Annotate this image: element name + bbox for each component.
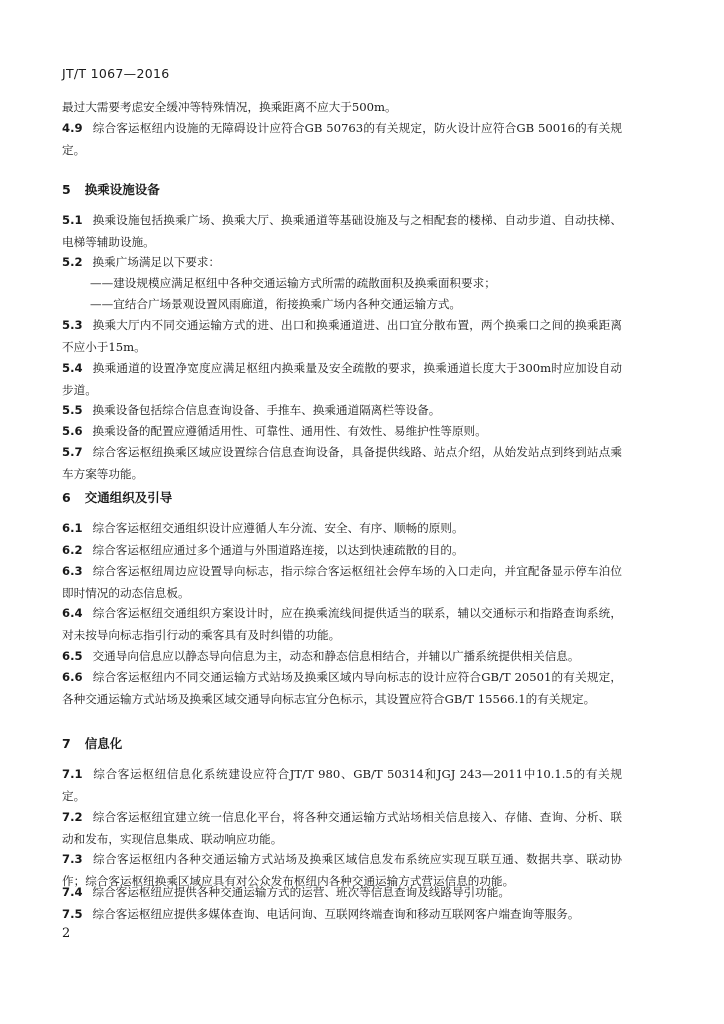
- section-5-heading: [62, 180, 160, 198]
- paragraph-continuation: [62, 96, 622, 118]
- clause-number: 5.7: [62, 445, 83, 459]
- clause-text: 综合客运枢纽内不同交通运输方式站场及换乘区域内导向标志的设计应符合GB/T 20501的有关规定，各种交通运输方式站场及换乘区域交通导向标志宜分色标示，其设置应符合GB/T 15566.1的有关规定。: [62, 670, 622, 706]
- clause-text: 换乘设施包括换乘广场、换乘大厅、换乘通道等基础设施及与之相配套的楼梯、自动步道、自动扶梯、电梯等辅助设施。: [62, 213, 622, 249]
- clause-number: 6.3: [62, 564, 83, 578]
- clause-5-4: [62, 357, 622, 401]
- clause-number: 7.5: [62, 907, 83, 921]
- section-6-heading: [62, 488, 172, 506]
- clause-text: 交通导向信息应以静态导向信息为主，动态和静态信息相结合，并辅以广播系统提供相关信息。: [92, 649, 580, 663]
- section-number: 5: [62, 182, 71, 197]
- section-number: 7: [62, 736, 71, 751]
- clause-text: 综合客运枢纽应提供各种交通运输方式的运营、班次等信息查询及线路导引功能。: [92, 885, 510, 899]
- clause-text: 综合客运枢纽宜建立统一信息化平台，将各种交通运输方式站场相关信息接入、存储、查询、分析、联动和发布，实现信息集成、联动响应功能。: [62, 810, 622, 846]
- clause-7-2: [62, 806, 622, 850]
- clause-number: 6.4: [62, 606, 83, 620]
- clause-number: 7.4: [62, 885, 83, 899]
- clause-text: 综合客运枢纽内各种交通运输方式站场及换乘区域信息发布系统应实现互联互通、数据共享、联动协作；综合客运枢纽换乘区域应具有对公众发布枢纽内各种交通运输方式营运信息的功能。: [62, 852, 622, 888]
- clause-5-1: [62, 209, 622, 253]
- clause-number: 5.5: [62, 403, 83, 417]
- clause-text: 换乘大厅内不同交通运输方式的进、出口和换乘通道进、出口宜分散布置，两个换乘口之间的换乘距离不应小于15m。: [62, 318, 622, 354]
- clause-6-5: [62, 645, 622, 667]
- clause-number: 6.2: [62, 543, 83, 557]
- clause-number: 7.3: [62, 852, 83, 866]
- clause-6-3: [62, 560, 622, 604]
- clause-text: 综合客运枢纽交通组织设计应遵循人车分流、安全、有序、顺畅的原则。: [92, 521, 464, 535]
- clause-number: 5.4: [62, 361, 83, 375]
- standard-number-header: JT/T 1067—2016: [62, 66, 170, 81]
- clause-number: 6.1: [62, 521, 83, 535]
- clause-6-2: [62, 539, 622, 561]
- clause-4-9: [62, 117, 622, 161]
- clause-text: 综合客运枢纽应提供多媒体查询、电话问询、互联网终端查询和移动互联网客户端查询等服务。: [92, 907, 580, 921]
- clause-text: 综合客运枢纽交通组织方案设计时，应在换乘流线间提供适当的联系，辅以交通标示和指路查询系统，对未按导向标志指引行动的乘客具有及时纠错的功能。: [62, 606, 622, 642]
- clause-number: 7.2: [62, 810, 83, 824]
- clause-number: 6.6: [62, 670, 83, 684]
- clause-6-1: [62, 517, 622, 539]
- clause-number: 5.6: [62, 424, 83, 438]
- section-title: 换乘设施设备: [84, 182, 160, 197]
- section-7-heading: [62, 734, 122, 752]
- clause-text: 换乘广场满足以下要求：: [92, 255, 221, 269]
- clause-5-5: [62, 399, 622, 421]
- section-title: 交通组织及引导: [84, 490, 173, 505]
- clause-number: 5.1: [62, 213, 83, 227]
- clause-number: 7.1: [62, 767, 83, 781]
- clause-text: 综合客运枢纽周边应设置导向标志，指示综合客运枢纽社会停车场的入口走向，并宜配备显示停车泊位即时情况的动态信息板。: [62, 564, 622, 600]
- clause-7-1: [62, 763, 622, 807]
- clause-number: 5.2: [62, 255, 83, 269]
- clause-6-4: [62, 602, 622, 646]
- clause-5-7: [62, 441, 622, 485]
- clause-text: 综合客运枢纽内设施的无障碍设计应符合GB 50763的有关规定，防火设计应符合GB 50016的有关规定。: [62, 121, 622, 157]
- paragraph-text: 最过大需要考虑安全缓冲等特殊情况，换乘距离不应大于500m。: [62, 100, 397, 114]
- clause-7-4: [62, 881, 622, 903]
- clause-number: 5.3: [62, 318, 83, 332]
- clause-text: 综合客运枢纽应通过多个通道与外围道路连接，以达到快速疏散的目的。: [92, 543, 464, 557]
- list-item-5-2-b: ——宜结合广场景观设置风雨廊道，衔接换乘广场内各种交通运输方式。: [90, 297, 462, 311]
- clause-text: 换乘设备包括综合信息查询设备、手推车、换乘通道隔离栏等设备。: [92, 403, 441, 417]
- clause-5-3: [62, 314, 622, 358]
- list-item-5-2-a: ——建设规模应满足枢纽中各种交通运输方式所需的疏散面积及换乘面积要求；: [90, 276, 496, 290]
- clause-7-5: [62, 903, 622, 925]
- clause-text: 综合客运枢纽换乘区域应设置综合信息查询设备，具备提供线路、站点介绍，从始发站点到终到站点乘车方案等功能。: [62, 445, 622, 481]
- section-number: 6: [62, 490, 71, 505]
- clause-text: 综合客运枢纽信息化系统建设应符合JT/T 980、GB/T 50314和JGJ 243—2011中10.1.5的有关规定。: [62, 767, 622, 803]
- clause-5-6: [62, 420, 622, 442]
- clause-number: 6.5: [62, 649, 83, 663]
- clause-number: 4.9: [62, 121, 83, 135]
- page-number: 2: [62, 926, 71, 941]
- section-title: 信息化: [84, 736, 123, 751]
- clause-text: 换乘设备的配置应遵循适用性、可靠性、通用性、有效性、易维护性等原则。: [92, 424, 487, 438]
- clause-text: 换乘通道的设置净宽度应满足枢纽内换乘量及安全疏散的要求，换乘通道长度大于300m时应加设自动步道。: [62, 361, 622, 397]
- clause-5-2: [62, 251, 622, 273]
- clause-6-6: [62, 666, 622, 710]
